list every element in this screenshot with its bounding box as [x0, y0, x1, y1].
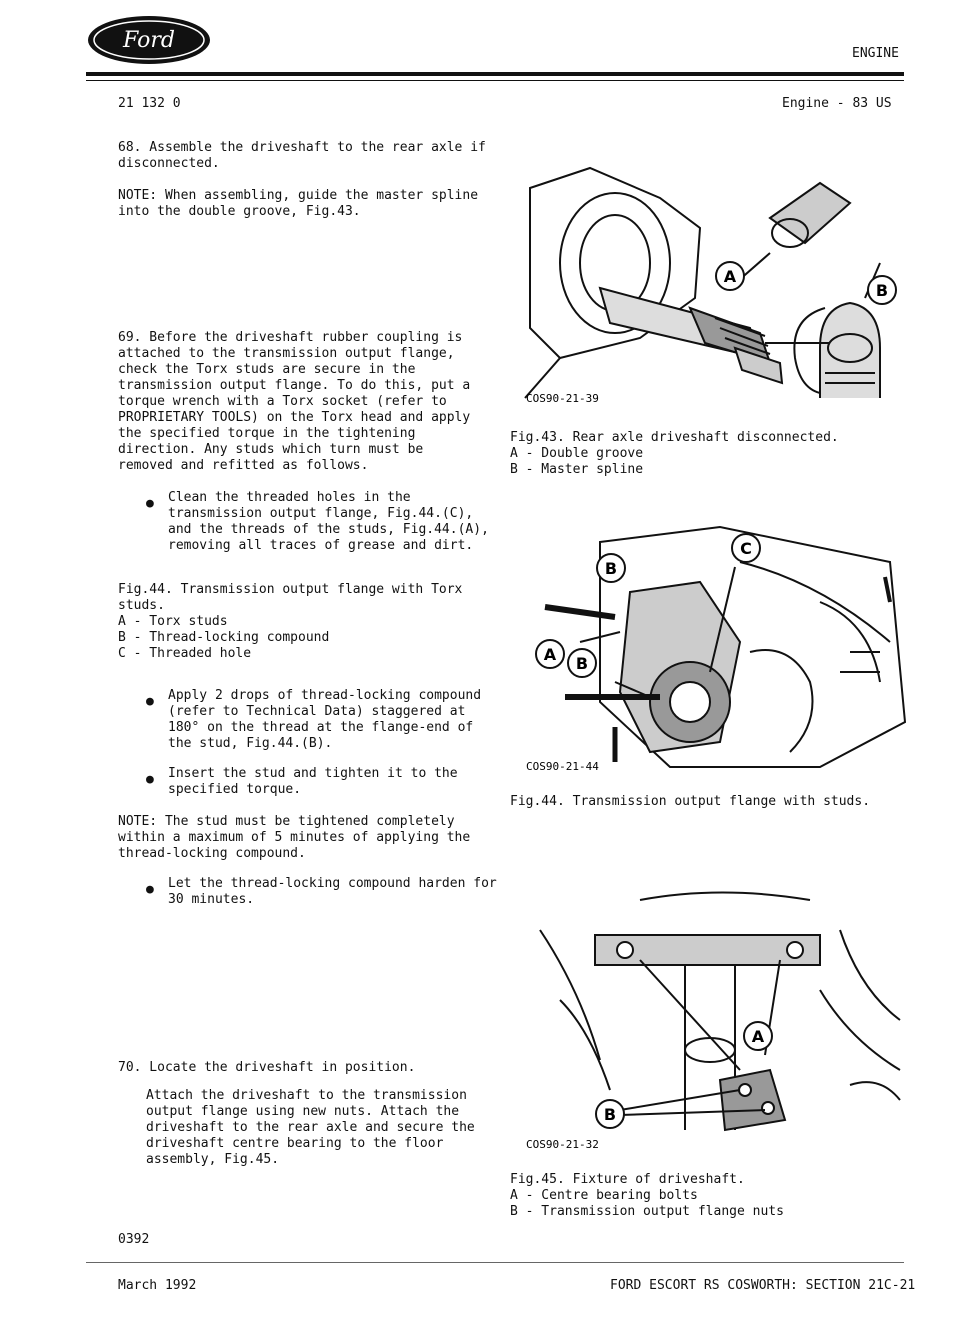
fig44-caption: Fig.44. Transmission output flange with studs.: [510, 794, 871, 809]
footer-date: March 1992: [118, 1278, 197, 1293]
fig43-caption: Fig.43. Rear axle driveshaft disconnected. A - Double groove B - Master spline: [510, 430, 839, 477]
header-rule-thin: [86, 80, 904, 81]
section-title: ENGINE: [852, 46, 899, 61]
fig44-code: COS90-21-44: [526, 760, 599, 773]
footer-rule: [86, 1262, 904, 1263]
note-stud-tighten: NOTE: The stud must be tightened completely within a maximum of 5 minutes of applying the thread-locking compound.: [118, 814, 471, 861]
bullet-insert-stud: Insert the stud and tighten it to the specified torque.: [168, 766, 458, 797]
fig45-caption: Fig.45. Fixture of driveshaft. A - Centre bearing bolts B - Transmission output flange nuts: [510, 1172, 784, 1219]
fig44-illustration: [520, 522, 910, 774]
footer-title: FORD ESCORT RS COSWORTH: SECTION 21C-21: [610, 1278, 916, 1293]
step-69: 69. Before the driveshaft rubber coupling is attached to the transmission output flange, check the Torx studs are secure in the transmission output flange. To do this, put a torque wrench with a Torx socket (refer to PROPRIETARY TOOLS) on the Torx head and apply the specified torque in the tightening direction. Any studs which turn must be removed and refitted as follows.: [118, 330, 471, 473]
ford-logo: [86, 14, 212, 66]
fig45-illustration: [520, 890, 910, 1152]
fig45-label-b: B: [603, 1105, 617, 1124]
logo-text: Ford: [123, 28, 175, 53]
step-68: 68. Assemble the driveshaft to the rear axle if disconnected.: [118, 140, 486, 171]
fig45-label-a: A: [751, 1027, 765, 1046]
bullet-icon: ●: [146, 882, 154, 897]
bullet-icon: ●: [146, 772, 154, 787]
bullet-clean-holes: Clean the threaded holes in the transmission output flange, Fig.44.(C), and the threads of the studs, Fig.44.(A), removing all traces of grease and dirt.: [168, 490, 489, 553]
fig45-code: COS90-21-32: [526, 1138, 599, 1151]
fig43-label-a: A: [723, 267, 737, 286]
fig44-label-b-bottom: B: [575, 654, 589, 673]
fig43-illustration: [520, 158, 910, 406]
doc-code: 21 132 0: [118, 96, 181, 111]
step-70-detail: Attach the driveshaft to the transmission output flange using new nuts. Attach the driveshaft to the rear axle and secure the driveshaft centre bearing to the floor assembly, Fig.45.: [146, 1088, 475, 1167]
bullet-harden: Let the thread-locking compound harden for 30 minutes.: [168, 876, 497, 907]
bullet-apply-compound: Apply 2 drops of thread-locking compound (refer to Technical Data) staggered at 180° on the thread at the flange-end of the stud, Fig.44.(B).: [168, 688, 482, 751]
page-number: 0392: [118, 1232, 150, 1247]
fig44-inline-caption: Fig.44. Transmission output flange with Torx studs. A - Torx studs B - Thread-locking compound C - Threaded hole: [118, 582, 463, 661]
header-rule: [86, 72, 904, 76]
fig44-label-a: A: [543, 645, 557, 664]
bullet-icon: ●: [146, 694, 154, 709]
fig44-label-b-top: B: [604, 559, 618, 578]
step-70: 70. Locate the driveshaft in position.: [118, 1060, 416, 1075]
fig43-code: COS90-21-39: [526, 392, 599, 405]
fig43-label-b: B: [875, 281, 889, 300]
note-master-spline: NOTE: When assembling, guide the master spline into the double groove, Fig.43.: [118, 188, 479, 219]
bullet-icon: ●: [146, 496, 154, 511]
engine-ref: Engine - 83 US: [782, 96, 892, 111]
fig44-label-c: C: [740, 539, 752, 558]
